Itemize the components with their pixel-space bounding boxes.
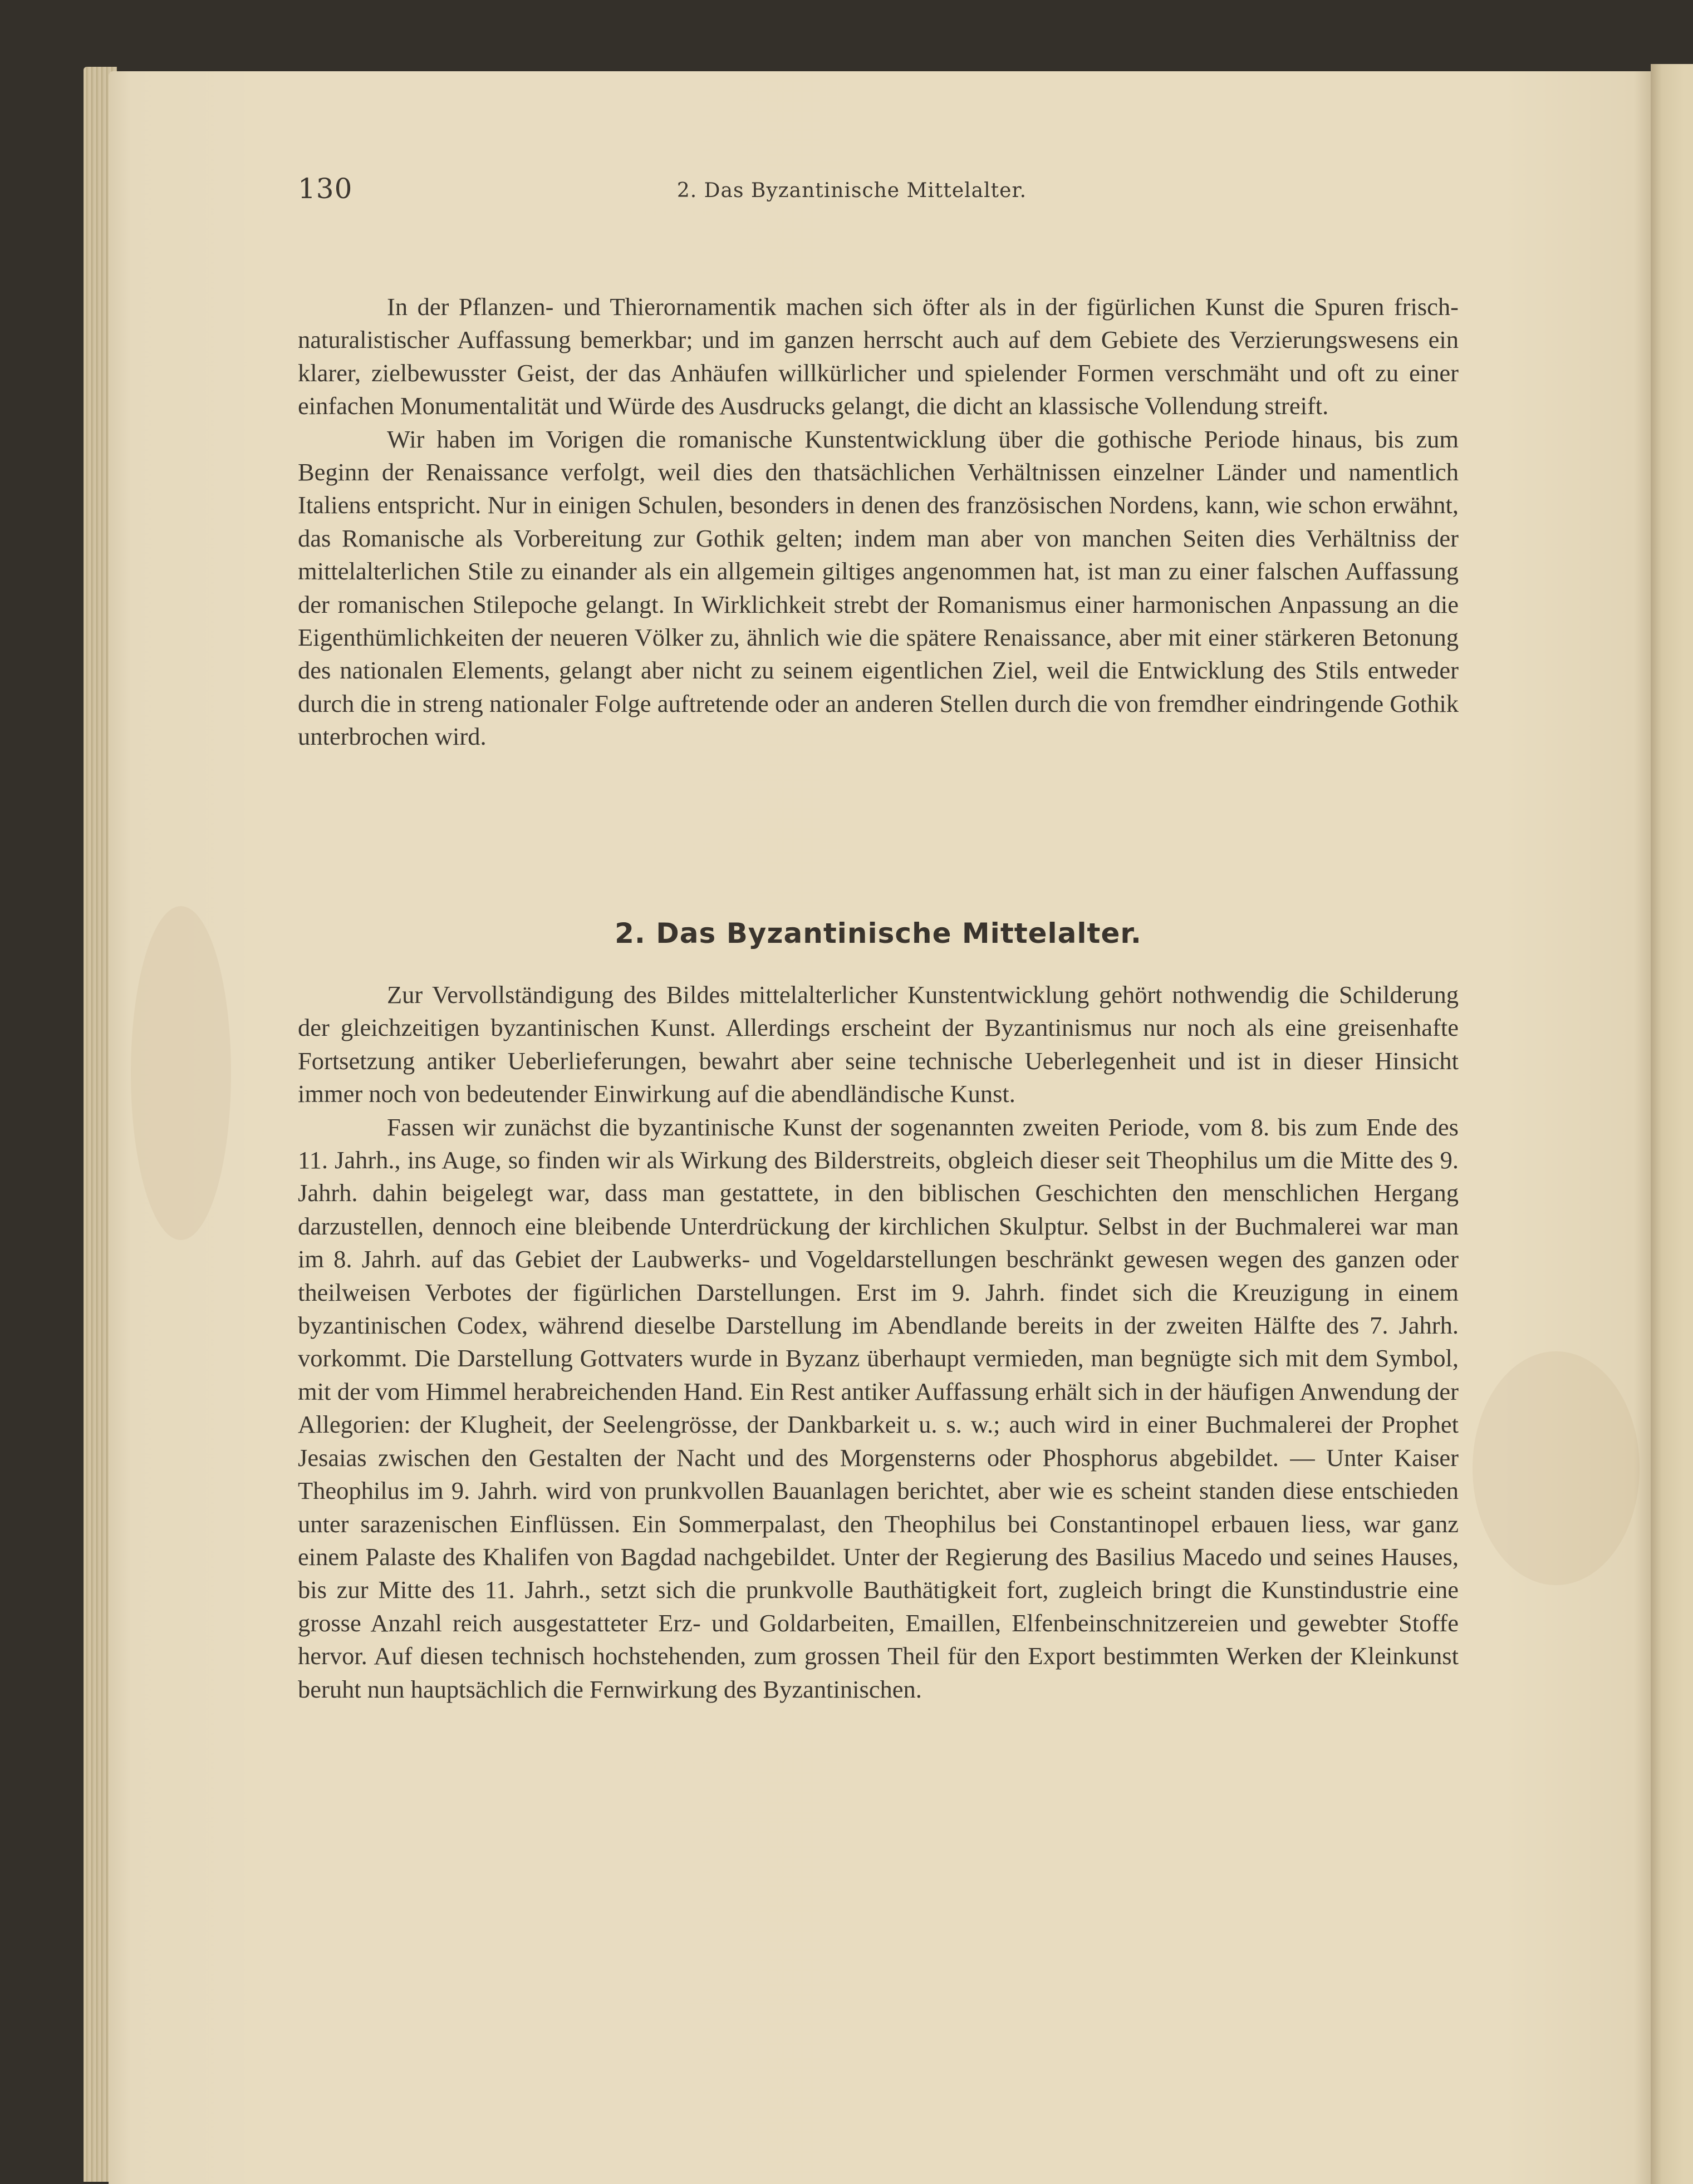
- page-header: [298, 173, 1356, 217]
- paper-stain: [131, 906, 231, 1240]
- section-heading: 2. Das Byzantinische Mittelalter.: [615, 917, 1142, 950]
- paragraph: Wir haben im Vorigen die romanische Kunstentwicklung über die gothische Periode hinaus, bis zum Beginn der Renaissance verfolgt, weil dies den thatsächlichen Verhältnissen einzelner Länder und namentlich Italiens entspricht. Nur in einigen Schulen, besonders in denen des französischen Nordens, kann, wie schon erwähnt, das Romanische als Vorbereitung zur Gothik gelten; indem man aber von manchen Seiten dies Verhältniss der mittelalterlichen Stile zu einander als ein allgemein giltiges angenommen hat, ist man zu einer falschen Auffassung der romanischen Stilepoche gelangt. In Wirklichkeit strebt der Romanismus einer harmonischen Anpassung an die Eigenthümlichkeiten der neueren Völker zu, ähnlich wie die spätere Renaissance, aber mit einer stärkeren Betonung des nationalen Elements, gelangt aber nicht zu seinem eigentlichen Ziel, weil die Entwicklung des Stils entweder durch die in streng nationaler Folge auftretende oder an anderen Stellen durch die von fremdher eindringende Gothik unterbrochen wird.: [298, 425, 1459, 751]
- section-2-body: [298, 978, 1459, 1706]
- paragraph: Fassen wir zunächst die byzantinische Kunst der sogenannten zweiten Periode, vom 8. bis zum Ende des 11. Jahrh., ins Auge, so finden wir als Wirkung des Bilderstreits, obgleich dieser seit Theophilus um die Mitte des 9. Jahrh. dahin beigelegt war, dass man gestattete, in den biblischen Geschichten den menschlichen Hergang darzustellen, dennoch eine bleibende Unterdrückung der kirchlichen Skulptur. Selbst in der Buchmalerei war man im 8. Jahrh. auf das Gebiet der Laubwerks- und Vogeldarstellungen beschränkt gewesen wegen des ganzen oder theilweisen Verbotes der figürlichen Darstellungen. Erst im 9. Jahrh. findet sich die Kreuzigung in einem byzantinischen Codex, während dieselbe Darstellung im Abendlande bereits in der zweiten Hälfte des 7. Jahrh. vorkommt. Die Darstellung Gottvaters wurde in Byzanz überhaupt vermieden, man begnügte sich mit dem Symbol, mit der vom Himmel herabreichenden Hand. Ein Rest antiker Auffassung erhält sich in der häufigen Anwendung der Allegorien: der Klugheit, der Seelengrösse, der Dankbarkeit u. s. w.; auch wird in einer Buchmalerei der Prophet Jesaias zwischen den Gestalten der Nacht und des Morgensterns oder Phosphorus abgebildet. — Unter Kaiser Theophilus im 9. Jahrh. wird von prunkvollen Bauanlagen berichtet, aber wie es scheint standen diese entschieden unter sarazenischen Einflüssen. Ein Sommerpalast, den Theophilus bei Constantinopel erbauen liess, war ganz einem Palaste des Khalifen von Bagdad nachgebildet. Unter der Regierung des Basilius Macedo und seines Hauses, bis zur Mitte des 11. Jahrh., setzt sich die prunkvolle Bauthätigkeit fort, zugleich bringt die Kunstindustrie eine grosse Anzahl reich ausgestatteter Erz- und Goldarbeiten, Emaillen, Elfenbeinschnitzereien und gewebter Stoffe hervor. Auf diesen technisch hochstehenden, zum grossen Theil für den Export bestimmten Werken der Kleinkunst beruht nun hauptsächlich die Fernwirkung des Byzantinischen.: [298, 1113, 1459, 1703]
- section-1-body: [298, 291, 1459, 754]
- adjacent-page-edge: [1651, 64, 1693, 2184]
- paragraph: Zur Vervollständigung des Bildes mittelalterlicher Kunstentwicklung gehört nothwendig die Schilderung der gleichzeitigen byzantinischen Kunst. Allerdings erscheint der Byzantinismus nur noch als eine greisenhafte Fortsetzung antiker Ueberlieferungen, bewahrt aber seine technische Ueberlegenheit und ist in dieser Hinsicht immer noch von bedeutender Einwirkung auf die abendländische Kunst.: [298, 981, 1459, 1108]
- page-number: 130: [298, 173, 353, 205]
- running-head: 2. Das Byzantinische Mittelalter.: [676, 179, 1027, 202]
- paper-stain: [1473, 1351, 1640, 1585]
- paragraph: In der Pflanzen- und Thierornamentik machen sich öfter als in der figürlichen Kunst die Spuren frisch-naturalistischer Auffassung bemerkbar; und im ganzen herrscht auch auf dem Gebiete des Verzierungswesens ein klarer, zielbewusster Geist, der das Anhäufen willkürlicher und spielender Formen verschmäht und oft zu einer einfachen Monumentalität und Würde des Ausdrucks gelangt, die dicht an klassische Vollendung streift.: [298, 293, 1459, 420]
